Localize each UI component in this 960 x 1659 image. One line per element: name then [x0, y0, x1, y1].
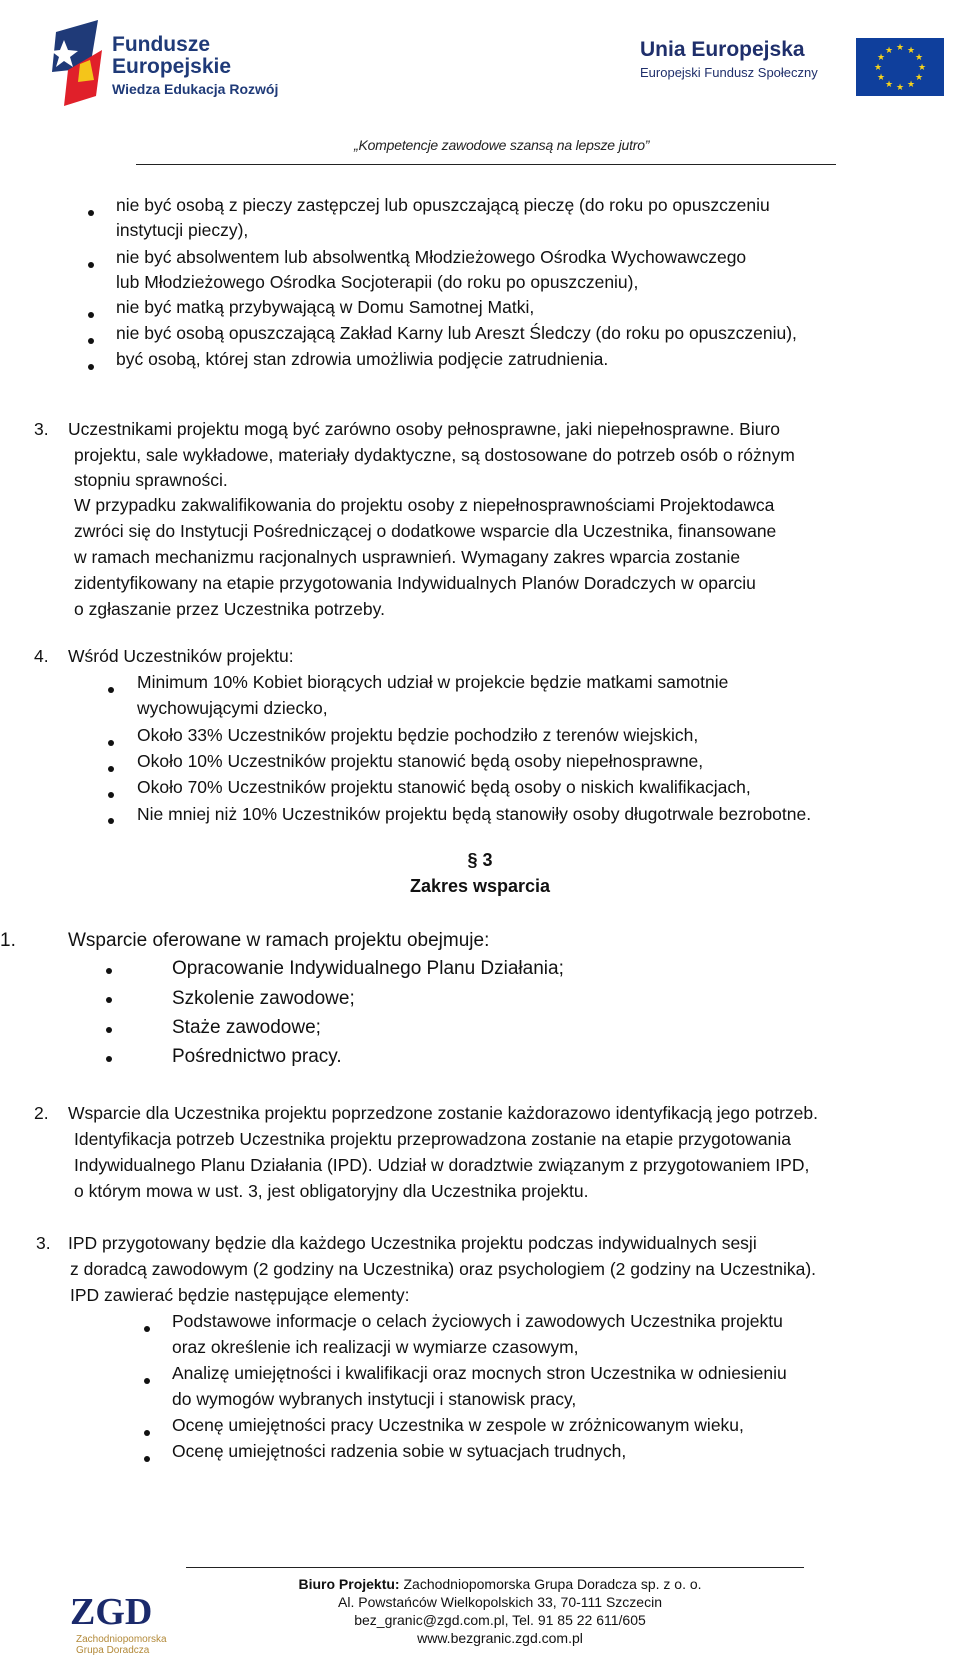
- svg-text:★: ★: [876, 73, 886, 83]
- text-line: nie być matką przybywającą w Domu Samotnej Matki,: [116, 297, 535, 317]
- bullet-dot: [88, 364, 94, 370]
- bullet-dot: [106, 997, 112, 1003]
- svg-text:★: ★: [876, 53, 886, 63]
- bullet-dot: [88, 262, 94, 268]
- bullet-dot: [144, 1378, 150, 1384]
- svg-text:★: ★: [914, 53, 924, 63]
- zgd-logo-sub2: Grupa Doradcza: [76, 1645, 150, 1656]
- text-line: lub Młodzieżowego Ośrodka Socjoterapii (do roku po opuszczeniu),: [116, 272, 639, 292]
- fe-star-icon: [50, 20, 110, 110]
- eu-flag-icon: [856, 38, 944, 96]
- text-line: Opracowanie Indywidualnego Planu Działania;: [172, 958, 564, 979]
- text-line: Około 33% Uczestników projektu będzie pochodziło z terenów wiejskich,: [137, 725, 699, 745]
- bullet-dot: [144, 1456, 150, 1462]
- section-title: Zakres wsparcia: [409, 876, 551, 896]
- text-line: nie być osobą opuszczającą Zakład Karny lub Areszt Śledczy (do roku po opuszczeniu),: [116, 323, 797, 343]
- text-line: Identyfikacja potrzeb Uczestnika projektu przeprowadzona zostanie na etapie przygotowania: [74, 1129, 791, 1149]
- text-line: wychowującymi dziecko,: [137, 698, 328, 718]
- bullet-dot: [108, 687, 114, 693]
- text-line: Indywidualnego Planu Działania (IPD). Udział w doradztwie związanym z przygotowaniem IPD,: [74, 1155, 810, 1175]
- text-line: Podstawowe informacje o celach życiowych i zawodowych Uczestnika projektu: [172, 1311, 783, 1331]
- text-line: Wsparcie dla Uczestnika projektu poprzedzone zostanie każdorazowo identyfikacją jego potrzeb.: [68, 1103, 818, 1123]
- fe-logo-line1: Fundusze: [112, 33, 210, 56]
- svg-text:★: ★: [884, 80, 894, 90]
- footer-website-link[interactable]: www.bezgranic.zgd.com.pl: [417, 1630, 583, 1646]
- text-line: zwróci się do Instytucji Pośredniczącej o dodatkowe wsparcie dla Uczestnika, finansowane: [74, 521, 777, 541]
- footer-street: Al. Powstańców Wielkopolskich 33, 70-111 Szczecin: [338, 1594, 662, 1610]
- text-line: nie być osobą z pieczy zastępczej lub opuszczającą pieczę (do roku po opuszczeniu: [116, 195, 770, 215]
- text-line: W przypadku zakwalifikowania do projektu osoby z niepełnosprawnościami Projektodawca: [74, 495, 775, 515]
- text-line: Około 10% Uczestników projektu stanowić będą osoby niepełnosprawne,: [137, 751, 704, 771]
- footer-address: [200, 1575, 800, 1647]
- fe-logo-line2: Europejskie: [112, 55, 232, 79]
- header-divider: [136, 164, 836, 165]
- text-line: Ocenę umiejętności radzenia sobie w sytuacjach trudnych,: [172, 1441, 627, 1461]
- text-line: nie być absolwentem lub absolwentką Młodzieżowego Ośrodka Wychowawczego: [116, 247, 747, 267]
- text-line: Minimum 10% Kobiet biorących udział w projekcie będzie matkami samotnie: [137, 672, 729, 692]
- text-line: zidentyfikowany na etapie przygotowania Indywidualnych Planów Doradczych w oparciu: [74, 573, 756, 593]
- text-line: Staże zawodowe;: [172, 1017, 321, 1038]
- svg-text:★: ★: [906, 46, 916, 56]
- ue-logo-subtitle: Europejski Fundusz Społeczny: [640, 65, 818, 80]
- text-line: stopniu sprawności.: [74, 470, 228, 490]
- section-symbol: § 3: [467, 850, 493, 870]
- svg-text:★: ★: [873, 63, 883, 73]
- footer-company: Zachodniopomorska Grupa Doradcza sp. z o. o.: [399, 1576, 702, 1592]
- bullet-dot: [144, 1430, 150, 1436]
- footer-contact[interactable]: bez_granic@zgd.com.pl, Tel. 91 85 22 611/605: [354, 1612, 646, 1628]
- text-line: Wśród Uczestników projektu:: [68, 646, 294, 666]
- fe-logo-line3: Wiedza Edukacja Rozwój: [112, 81, 279, 98]
- footer-divider: [186, 1567, 804, 1568]
- footer-label: Biuro Projektu:: [298, 1576, 400, 1592]
- svg-text:★: ★: [895, 83, 905, 93]
- text-line: Nie mniej niż 10% Uczestników projektu będą stanowiły osoby długotrwale bezrobotne.: [137, 804, 812, 824]
- text-line: instytucji pieczy),: [116, 220, 249, 240]
- text-line: projektu, sale wykładowe, materiały dydaktyczne, są dostosowane do potrzeb osób o różnym: [74, 445, 795, 465]
- ue-logo-title: Unia Europejska: [640, 38, 805, 61]
- text-line: oraz określenie ich realizacji w wymiarze czasowym,: [172, 1337, 579, 1357]
- zgd-logo-sub1: Zachodniopomorska: [76, 1634, 167, 1645]
- bullet-dot: [108, 818, 114, 824]
- fundusze-europejskie-logo: [50, 20, 290, 115]
- text-line: o którym mowa w ust. 3, jest obligatoryjny dla Uczestnika projektu.: [74, 1181, 589, 1201]
- item-number: 3.: [34, 419, 49, 439]
- item-number: 1.: [0, 930, 16, 951]
- svg-text:★: ★: [917, 63, 927, 73]
- text-line: Szkolenie zawodowe;: [172, 988, 355, 1009]
- svg-text:★: ★: [914, 73, 924, 83]
- bullet-dot: [106, 968, 112, 974]
- bullet-dot: [108, 766, 114, 772]
- text-line: do wymogów wybranych instytucji i stanowisk pracy,: [172, 1389, 577, 1409]
- text-line: Ocenę umiejętności pracy Uczestnika w zespole w zróżnicowanym wieku,: [172, 1415, 744, 1435]
- bullet-dot: [108, 792, 114, 798]
- bullet-dot: [106, 1056, 112, 1062]
- svg-text:★: ★: [895, 43, 905, 53]
- item-number: 3.: [36, 1233, 51, 1253]
- text-line: być osobą, której stan zdrowia umożliwia podjęcie zatrudnienia.: [116, 349, 609, 369]
- item-number: 2.: [34, 1103, 49, 1123]
- text-line: Uczestnikami projektu mogą być zarówno osoby pełnosprawne, jaki niepełnosprawne. Biuro: [68, 419, 781, 439]
- item-number: 4.: [34, 646, 49, 666]
- text-line: Pośrednictwo pracy.: [172, 1046, 342, 1067]
- text-line: o zgłaszanie przez Uczestnika potrzeby.: [74, 599, 385, 619]
- svg-text:★: ★: [906, 80, 916, 90]
- text-line: Około 70% Uczestników projektu stanowić będą osoby o niskich kwalifikacjach,: [137, 777, 751, 797]
- bullet-dot: [108, 740, 114, 746]
- text-line: IPD zawierać będzie następujące elementy:: [70, 1285, 410, 1305]
- bullet-dot: [144, 1326, 150, 1332]
- bullet-dot: [88, 312, 94, 318]
- text-line: IPD przygotowany będzie dla każdego Uczestnika projektu podczas indywidualnych sesji: [68, 1233, 757, 1253]
- text-line: Wsparcie oferowane w ramach projektu obejmuje:: [68, 930, 490, 951]
- text-line: Analizę umiejętności i kwalifikacji oraz mocnych stron Uczestnika w odniesieniu: [172, 1363, 787, 1383]
- project-slogan: „Kompetencje zawodowe szansą na lepsze jutro”: [354, 137, 650, 153]
- unia-europejska-logo: [640, 38, 818, 80]
- svg-text:★: ★: [884, 46, 894, 56]
- text-line: z doradcą zawodowym (2 godziny na Uczestnika) oraz psychologiem (2 godziny na Uczestnika).: [70, 1259, 817, 1279]
- bullet-dot: [106, 1027, 112, 1033]
- bullet-dot: [88, 210, 94, 216]
- zgd-logo: [70, 1590, 170, 1655]
- zgd-logo-mark: ZGD: [70, 1591, 153, 1633]
- text-line: w ramach mechanizmu racjonalnych usprawnień. Wymagany zakres wparcia zostanie: [74, 547, 741, 567]
- bullet-dot: [88, 338, 94, 344]
